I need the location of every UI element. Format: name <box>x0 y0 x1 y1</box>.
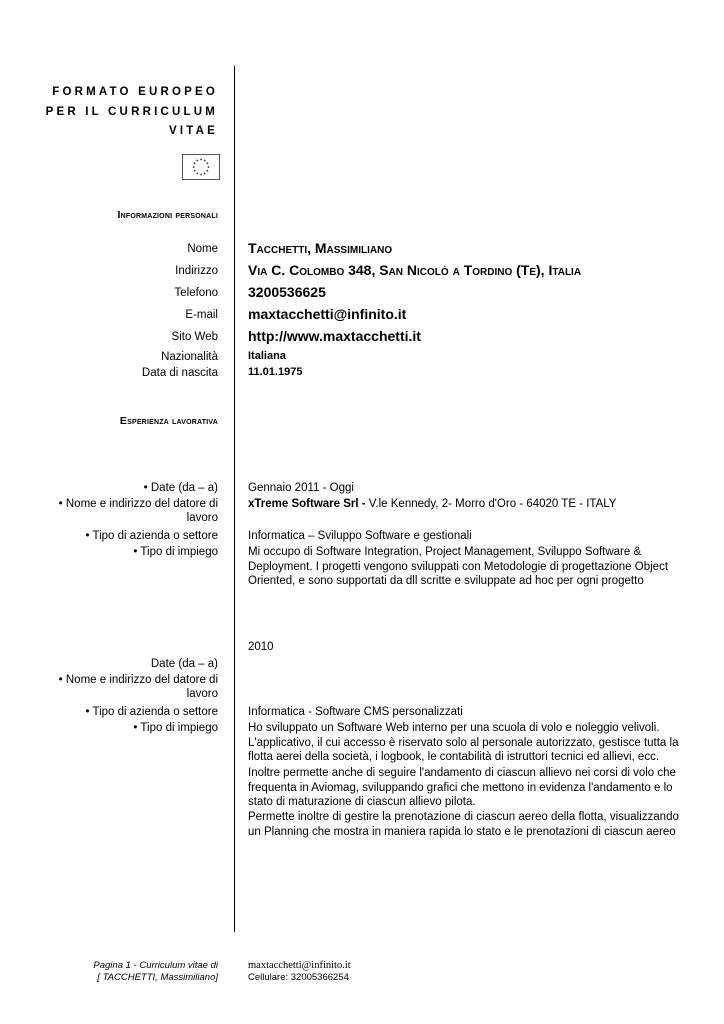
cv-title-line-3: VITAE <box>168 125 218 137</box>
job2-sector: Informatica - Software CMS personalizzati <box>248 706 463 718</box>
label-name: Nome <box>187 243 218 255</box>
footer-page-info: Pagina 1 - Curriculum vitae di <box>93 960 218 971</box>
job1-description: Mi occupo di Software Integration, Project Management, Sviluppo Software & Deployment. I progetti vengono sviluppati con Metodologie di progettazione Object Oriented, e sono supportati da dll scritte e sviluppate ad hoc per ogni progetto <box>248 546 669 587</box>
label-birthdate: Data di nascita <box>141 367 218 379</box>
job2-label-date: Date (da – a) <box>150 658 218 670</box>
label-website: Sito Web <box>171 331 218 343</box>
job1-employer <box>248 497 616 512</box>
job1-label-date: • Date (da – a) <box>143 482 218 494</box>
job2-label-sector: • Tipo di azienda o settore <box>85 706 218 718</box>
job1-label-employer-2: lavoro <box>186 512 218 524</box>
footer-cv-owner: [ TACCHETTI, Massimiliano] <box>97 972 218 983</box>
job2-description-1: Ho sviluppato un Software Web interno per una scuola di volo e noleggio velivoli. L'applicativo, il cui accesso è riservato solo al personale autorizzato, gestisce tutta la flotta aerei della società, i logbook, le contabilità di istruttori tecnici ed allievi, ecc. <box>248 722 679 763</box>
job2-description-2: Inoltre permette anche di seguire l'andamento di ciascun allievo nei corsi di volo che frequenta in Aviomag, sviluppando grafici che mettono in evidenza l'andamento e lo stato di maturazione di ciascun allievo pilota. <box>248 767 676 808</box>
job1-date: Gennaio 2011 - Oggi <box>248 482 354 494</box>
value-website: http://www.maxtacchetti.it <box>248 328 421 344</box>
job1-employer-name: xTreme Software Srl - <box>248 498 366 510</box>
eu-flag-icon <box>182 154 220 180</box>
job2-label-employer: • Nome e indirizzo del datore di <box>58 674 218 686</box>
section-personal-info: Informazioni personali <box>117 209 218 221</box>
job2-label-job: • Tipo di impiego <box>133 722 218 734</box>
value-address: Via C. Colombo 348, San Nicolò a Tordino (Te), Italia <box>248 262 582 278</box>
value-nationality: Italiana <box>248 350 286 362</box>
value-birthdate: 11.01.1975 <box>248 366 303 378</box>
footer-mobile: Cellulare: 32005366254 <box>248 972 349 983</box>
value-email: maxtacchetti@infinito.it <box>248 306 407 322</box>
job2-description-3: Permette inoltre di gestire la prenotazione di ciascun aereo della flotta, visualizzando un Planning che mostra in maniera rapida lo stato e le prenotazioni di ciascun aereo <box>248 811 679 838</box>
job1-label-sector: • Tipo di azienda o settore <box>85 530 218 542</box>
job2-label-employer-2: lavoro <box>186 688 218 700</box>
job2-date: 2010 <box>248 641 274 653</box>
value-name: Tacchetti, Massimiliano <box>248 240 393 256</box>
label-address: Indirizzo <box>175 265 218 277</box>
job1-label-job: • Tipo di impiego <box>133 546 218 558</box>
cv-title-line-1: FORMATO EUROPEO <box>52 86 218 98</box>
value-phone: 3200536625 <box>248 284 326 300</box>
label-nationality: Nazionalità <box>161 351 218 363</box>
label-email: E-mail <box>185 309 218 321</box>
cv-title-line-2: PER IL CURRICULUM <box>45 106 218 118</box>
job1-employer-address: V.le Kennedy, 2- Morro d'Oro - 64020 TE - ITALY <box>365 498 617 510</box>
section-work-experience: Esperienza lavorativa <box>119 415 218 427</box>
job1-label-employer: • Nome e indirizzo del datore di <box>58 498 218 510</box>
column-divider <box>234 66 235 932</box>
job1-sector: Informatica – Sviluppo Software e gestionali <box>248 530 472 542</box>
label-phone: Telefono <box>174 287 218 299</box>
footer-email: maxtacchetti@infinito.it <box>248 960 351 971</box>
